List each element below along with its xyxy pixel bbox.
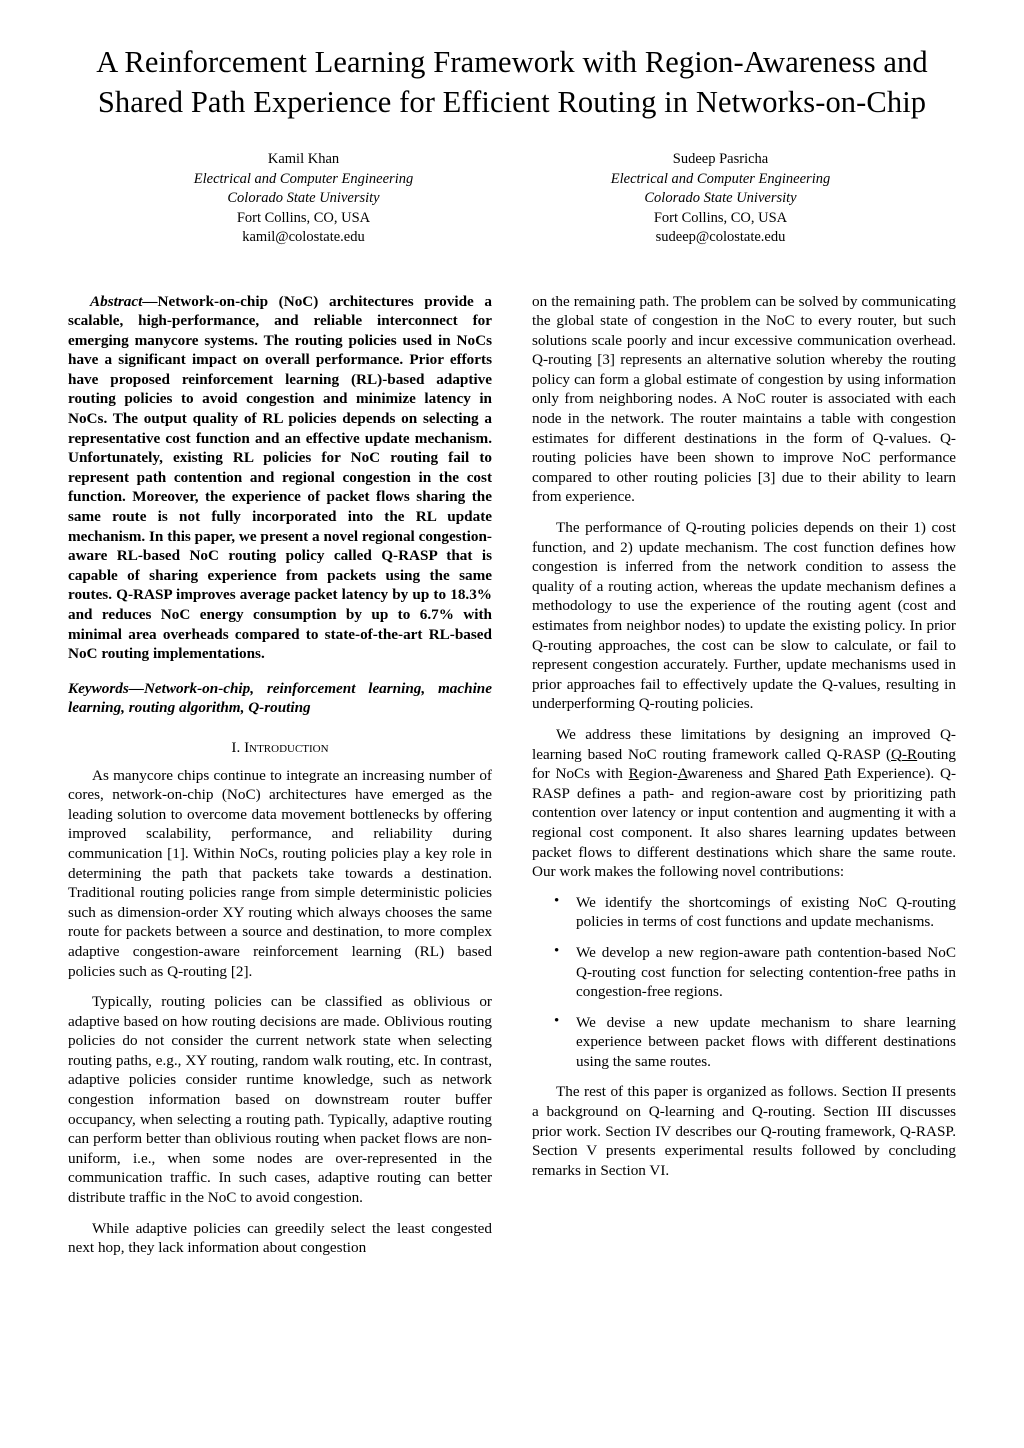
- author-department: Electrical and Computer Engineering: [610, 170, 831, 187]
- author-name: Sudeep Pasricha: [672, 151, 769, 167]
- abstract-text: Network-on-chip (NoC) architectures provide a scalable, high-performance, and reliable interconnect for emerging manycore systems. The routing policies used in NoCs have a significant impact on overall performance. Prior efforts have proposed reinforcement learning (RL)-based adaptive routing policies to avoid congestion and minimize latency in NoCs. The output quality of RL policies depends on selecting a representative cost function and an effective update mechanism. Unfortunately, existing RL policies for NoC routing fail to represent path contention and regional congestion in the cost function. Moreover, the experience of packet flows sharing the same route is not fully incorporated into the RL update mechanism. In this paper, we present a novel regional congestion-aware RL-based NoC routing policy called Q-RASP that is capable of sharing experience from packets using the same routes. Q-RASP improves average packet latency by up to 18.3% and reduces NoC energy consumption by up to 6.7% with minimal area overheads compared to state-of-the-art RL-based NoC routing implementations.: [68, 292, 492, 663]
- section-number: I.: [231, 738, 241, 756]
- author-city: Fort Collins, CO, USA: [236, 209, 371, 226]
- paragraph: The performance of Q-routing policies depends on their 1) cost function, and 2) update mechanism. The cost function defines how congestion is inferred from the network condition to assess the quality of a routing action, whereas the update mechanism defines a methodology to use the experience of the routing agent (cost and estimates from neighbor nodes) to update the existing policy. In prior Q-routing approaches, the cost can be slow to calculate, or fail to represent congestion accurately. Further, update mechanisms used in prior approaches fail to effectively update the Q-values, resulting in underperforming Q-routing policies.: [532, 519, 956, 713]
- author-university: Colorado State University: [227, 190, 380, 206]
- text-part: A: [677, 765, 688, 783]
- text-part: wareness and: [687, 765, 777, 783]
- column-right: [532, 292, 956, 1258]
- paragraph: on the remaining path. The problem can be solved by communicating the global state of congestion in the NoC to every router, but such solutions scale poorly and incur excessive communication overhead. Q-routing [3] represents an alternative solution whereby the routing policy can form a global estimate of congestion by using information only from neighboring nodes. A NoC router is associated with each node in the network. The router maintains a table with congestion estimates for different destinations in the form of Q-values. Q-routing policies have been shown to improve NoC performance compared to other routing policies [3] due to their ability to learn from experience.: [532, 292, 956, 506]
- text-part: S: [776, 765, 785, 783]
- text-part: R: [628, 765, 639, 783]
- author-entry-2: [512, 150, 929, 248]
- abstract-paragraph: [68, 292, 492, 664]
- paragraph: Typically, routing policies can be classified as oblivious or adaptive based on how routing decisions are made. Oblivious routing policies do not consider the current network state when selecting routing paths, e.g., XY routing, random walk routing, etc. In contrast, adaptive policies consider runtime knowledge, such as network congestion information based on downstream router buffer occupancy, when selecting a routing path. Typically, adaptive routing can perform better than oblivious routing when packet flows are non-uniform, i.e., when some nodes are over-represented in the communication traffic. In such cases, adaptive routing can better distribute traffic in the NoC to avoid congestion.: [68, 993, 492, 1207]
- text-part: hared: [784, 765, 825, 783]
- author-department: Electrical and Computer Engineering: [193, 170, 414, 187]
- text-part: Q-R: [891, 745, 918, 763]
- paragraph: While adaptive policies can greedily select the least congested next hop, they lack information about congestion: [68, 1219, 492, 1257]
- list-item: • We identify the shortcomings of existing NoC Q-routing policies in terms of cost functions and update mechanisms.: [532, 893, 956, 932]
- author-entry-1: [95, 150, 512, 248]
- page-title: A Reinforcement Learning Framework with Region-Awareness and Shared Path Experience for Efficient Routing in Networks-on-Chip: [96, 45, 928, 119]
- author-name: Kamil Khan: [267, 151, 340, 167]
- author-email: kamil@colostate.edu: [242, 229, 365, 245]
- text-part: egion-: [638, 765, 678, 783]
- list-item: • We devise a new update mechanism to share learning experience between packet flows with different destinations using the same routes.: [532, 1013, 956, 1072]
- text-part: P: [824, 765, 833, 783]
- paragraph-framework: [532, 725, 956, 882]
- two-column-body: [0, 292, 1024, 1258]
- section-heading-introduction: [68, 738, 492, 758]
- list-item: • We develop a new region-aware path contention-based NoC Q-routing cost function for selecting contention-free paths in congestion-free regions.: [532, 943, 956, 1002]
- abstract-label: Abstract—: [90, 292, 158, 310]
- text-part: ath Experience). Q-RASP defines a path- and region-aware cost by prioritizing path contention over latency or input contention and augmenting it with a regional cost component. It also shares learning updates between packet flows to different destinations which share the same route. Our work makes the following novel contributions:: [532, 765, 957, 881]
- column-left: [68, 292, 492, 1258]
- author-city: Fort Collins, CO, USA: [653, 209, 788, 226]
- paragraph: As manycore chips continue to integrate an increasing number of cores, network-on-chip (NoC) architectures have emerged as the leading solution to overcome data movement bottlenecks by offering improved scalability, performance, and reliability during communication [1]. Within NoCs, routing policies play a key role in determining the path that packets take towards a destination. Traditional routing policies range from simple deterministic policies such as dimension-order XY routing which always chooses the same route for packets between a source and destination, to more complex adaptive congestion-aware reinforcement learning (RL) based policies such as Q-routing [2].: [68, 766, 492, 980]
- section-title: Introduction: [244, 738, 329, 756]
- text-part: outing for NoCs with: [532, 745, 956, 783]
- author-block: [0, 150, 1024, 248]
- keywords-line: Keywords—Network-on-chip, reinforcement learning, machine learning, routing algorithm, Q-routing: [68, 679, 492, 717]
- paragraph: The rest of this paper is organized as follows. Section II presents a background on Q-learning and Q-routing. Section III discusses prior work. Section IV describes our Q-routing framework, Q-RASP. Section V presents experimental results followed by concluding remarks in Section VI.: [532, 1083, 956, 1179]
- author-university: Colorado State University: [644, 190, 797, 206]
- text-part: We address these limitations by designing an improved Q-learning based NoC routing framework called Q-RASP (: [532, 725, 956, 763]
- contributions-list: [532, 893, 956, 1072]
- author-email: sudeep@colostate.edu: [655, 229, 786, 245]
